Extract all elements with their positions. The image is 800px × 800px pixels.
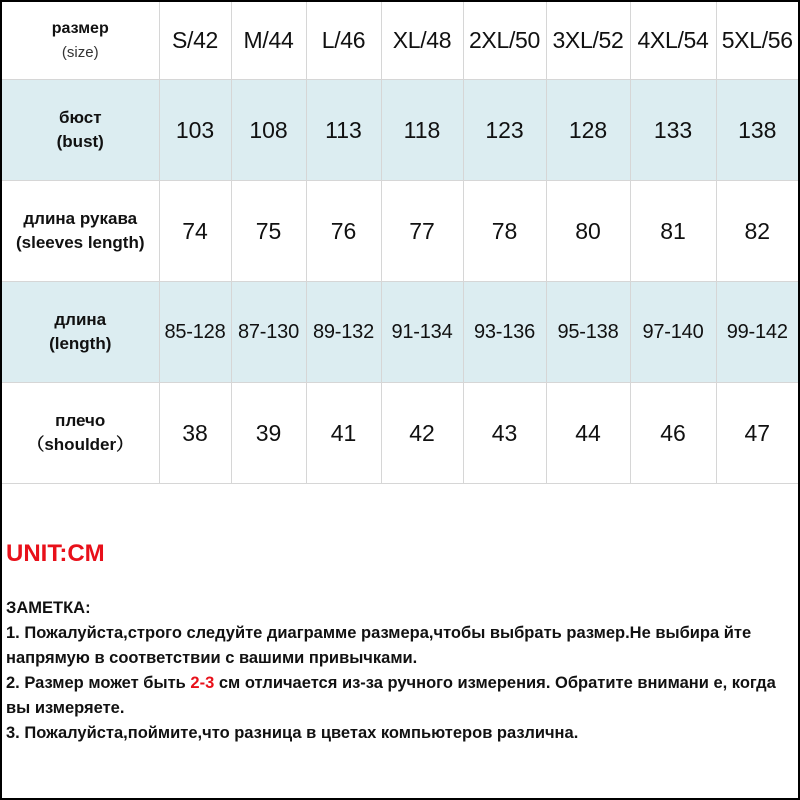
table-cell: 97-140	[630, 282, 716, 383]
table-row-sleeves	[2, 181, 798, 282]
table-cell: 103	[159, 80, 231, 181]
row-label-ru: длина рукава	[23, 209, 138, 228]
size-table	[2, 2, 798, 484]
row-label-en: （shoulder）	[27, 435, 134, 454]
notes-title: ЗАМЕТКА:	[6, 599, 91, 617]
table-cell: 74	[159, 181, 231, 282]
table-cell: 38	[159, 383, 231, 484]
size-chart	[2, 2, 798, 798]
row-label	[2, 80, 159, 181]
row-label	[2, 383, 159, 484]
table-cell: 138	[716, 80, 798, 181]
unit-label: UNIT:CM	[6, 540, 105, 567]
size-column-header: 2XL/50	[463, 2, 546, 80]
table-cell: 128	[546, 80, 630, 181]
table-cell: 81	[630, 181, 716, 282]
row-label-en: (sleeves length)	[16, 233, 145, 252]
row-label-ru: бюст	[58, 108, 102, 127]
table-cell: 91-134	[381, 282, 463, 383]
table-row-shoulder	[2, 383, 798, 484]
table-cell: 80	[546, 181, 630, 282]
size-header-row	[2, 2, 798, 80]
table-cell: 78	[463, 181, 546, 282]
row-label-en: (bust)	[56, 132, 104, 151]
table-cell: 46	[630, 383, 716, 484]
table-cell: 118	[381, 80, 463, 181]
table-cell: 82	[716, 181, 798, 282]
table-cell: 123	[463, 80, 546, 181]
table-cell: 99-142	[716, 282, 798, 383]
row-label-ru: размер	[51, 20, 109, 37]
table-cell: 85-128	[159, 282, 231, 383]
size-column-header: L/46	[306, 2, 381, 80]
size-header-label	[2, 2, 159, 80]
size-column-header: 5XL/56	[716, 2, 798, 80]
size-column-header: 4XL/54	[630, 2, 716, 80]
table-cell: 93-136	[463, 282, 546, 383]
row-label	[2, 181, 159, 282]
note-3: 3. Пожалуйста,поймите,что разница в цветах компьютеров различна.	[6, 724, 579, 742]
table-cell: 133	[630, 80, 716, 181]
row-label-ru: длина	[54, 310, 107, 329]
size-column-header: M/44	[231, 2, 306, 80]
table-cell: 44	[546, 383, 630, 484]
table-row-bust	[2, 80, 798, 181]
table-cell: 77	[381, 181, 463, 282]
table-cell: 89-132	[306, 282, 381, 383]
note-2	[6, 671, 798, 721]
size-column-header: XL/48	[381, 2, 463, 80]
note-2-highlight: 2-3	[190, 674, 215, 692]
note-2-end: см отличается из-за ручного измерения. Обратите внимани е, когда вы измеряете.	[6, 674, 776, 717]
table-cell: 113	[306, 80, 381, 181]
table-cell: 87-130	[231, 282, 306, 383]
table-cell: 42	[381, 383, 463, 484]
row-label	[2, 282, 159, 383]
table-cell: 47	[716, 383, 798, 484]
size-column-header: 3XL/52	[546, 2, 630, 80]
table-cell: 43	[463, 383, 546, 484]
table-cell: 95-138	[546, 282, 630, 383]
table-cell: 108	[231, 80, 306, 181]
note-1: 1. Пожалуйста,строго следуйте диаграмме размера,чтобы выбрать размер.Не выбира йте напрямую в соответствии с вашими привычками.	[6, 624, 752, 667]
note-2-start: 2. Размер может быть	[6, 674, 191, 692]
notes-block	[6, 596, 798, 746]
table-cell: 41	[306, 383, 381, 484]
table-cell: 75	[231, 181, 306, 282]
table-cell: 76	[306, 181, 381, 282]
size-column-header: S/42	[159, 2, 231, 80]
row-label-en: (length)	[49, 334, 112, 353]
row-label-en: (size)	[61, 44, 99, 61]
row-label-ru: плечо	[55, 411, 106, 430]
table-row-length	[2, 282, 798, 383]
table-cell: 39	[231, 383, 306, 484]
